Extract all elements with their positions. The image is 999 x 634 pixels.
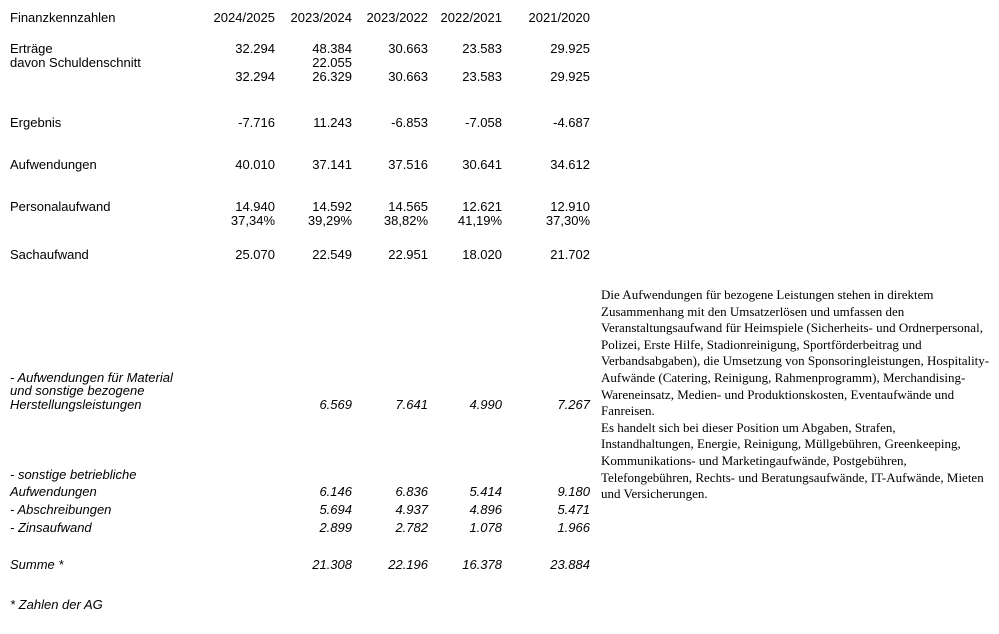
cell-value: 34.612 bbox=[550, 157, 590, 172]
cell-value: 30.641 bbox=[462, 157, 502, 172]
table-row-sonstige-values bbox=[10, 485, 590, 499]
cell-value: 23.583 bbox=[462, 41, 502, 56]
cell-value bbox=[502, 56, 590, 70]
table-row-schuldenschnitt bbox=[10, 56, 590, 70]
row-label: - Aufwendungen für Material bbox=[10, 370, 173, 385]
table-row-zinsaufwand bbox=[10, 521, 590, 535]
cell-value bbox=[428, 56, 502, 70]
row-label: Herstellungsleistungen bbox=[10, 397, 142, 412]
row-label: und sonstige bezogene bbox=[10, 383, 145, 398]
cell-value: 4.937 bbox=[395, 502, 428, 517]
cell-value: 26.329 bbox=[312, 69, 352, 84]
cell-value: 30.663 bbox=[388, 69, 428, 84]
cell-value: 32.294 bbox=[235, 41, 275, 56]
cell-value: 5.694 bbox=[319, 502, 352, 517]
row-label: Summe * bbox=[10, 557, 64, 572]
cell-value: 4.896 bbox=[469, 502, 502, 517]
note-paragraph-position: Es handelt sich bei dieser Position um Abgaben, Strafen, Instandhaltungen, Energie, Reinigung, Müllgebühren, Greenkeeping, Kommunikations- und Marketingaufwände, Postgebühren, Telefongebühren, Rechts- und Beratungsaufwände, IT-Aufwände, Mieten und Versicherungen. bbox=[601, 419, 984, 502]
column-header-2024-2025: 2024/2025 bbox=[213, 10, 275, 25]
table-title: Finanzkennzahlen bbox=[10, 10, 116, 25]
row-label: - Abschreibungen bbox=[10, 502, 112, 517]
row-label bbox=[10, 214, 190, 228]
table-row-material-line2 bbox=[10, 384, 190, 398]
cell-value: 29.925 bbox=[550, 69, 590, 84]
cell-value: 9.180 bbox=[557, 484, 590, 499]
cell-value: -7.716 bbox=[238, 115, 275, 130]
cell-value: 22.196 bbox=[388, 557, 428, 572]
cell-value: 32.294 bbox=[235, 69, 275, 84]
cell-value: 38,82% bbox=[383, 213, 428, 228]
note-paragraph-leistungen: Die Aufwendungen für bezogene Leistungen stehen in direktem Zusammenhang mit den Umsatzerlösen und umfassen den Veranstaltungsaufwand für Heimspiele (Sicherheits- und Ordnerpersonal, Polizei, Erste Hilfe, Stadionreinigung, Sportförderbeitrag und Verbandsabgaben), die Umsetzung von Sponsoringleistungen, Hospitality-Aufwände (Catering, Reinigung, Rahmenprogramm), Merchandising-Wareneinsatz, Medien- und Produktionskosten, Eventaufwände und Fanreisen. bbox=[601, 287, 990, 419]
cell-value: 1.966 bbox=[557, 520, 590, 535]
cell-value: 6.569 bbox=[319, 397, 352, 412]
cell-value: 5.471 bbox=[557, 502, 590, 517]
cell-value: 5.414 bbox=[469, 484, 502, 499]
table-row-sonstige-line1 bbox=[10, 468, 190, 482]
cell-value: 37,34% bbox=[230, 213, 275, 228]
cell-value: 14.940 bbox=[235, 199, 275, 214]
cell-value: 25.070 bbox=[235, 247, 275, 262]
cell-value: 1.078 bbox=[469, 520, 502, 535]
cell-value: 11.243 bbox=[313, 115, 352, 130]
cell-value bbox=[190, 521, 275, 535]
cell-value: 22.549 bbox=[312, 247, 352, 262]
table-footnote bbox=[10, 598, 190, 612]
cell-value: 4.990 bbox=[469, 397, 502, 412]
cell-value: 7.267 bbox=[557, 397, 590, 412]
cell-value: 41,19% bbox=[457, 213, 502, 228]
table-row-summe bbox=[10, 558, 590, 572]
cell-value: 22.951 bbox=[388, 247, 428, 262]
column-header-2022-2021: 2022/2021 bbox=[440, 10, 502, 25]
row-label bbox=[10, 70, 190, 84]
column-header-2021-2020: 2021/2020 bbox=[528, 10, 590, 25]
table-row-aufwendungen bbox=[10, 158, 590, 172]
cell-value: 7.641 bbox=[395, 397, 428, 412]
cell-value: 37.141 bbox=[312, 157, 352, 172]
row-label: Erträge bbox=[10, 41, 53, 56]
row-label: davon Schuldenschnitt bbox=[10, 55, 141, 70]
cell-value: 37.516 bbox=[388, 157, 428, 172]
row-label: Aufwendungen bbox=[10, 157, 97, 172]
row-label: - Zinsaufwand bbox=[10, 520, 92, 535]
table-header-row bbox=[10, 11, 590, 25]
cell-value: 23.884 bbox=[550, 557, 590, 572]
cell-value: 22.055 bbox=[312, 55, 352, 70]
row-label: Personalaufwand bbox=[10, 199, 111, 214]
table-row-material-values bbox=[10, 398, 590, 412]
cell-value bbox=[190, 503, 275, 517]
cell-value: 37,30% bbox=[545, 213, 590, 228]
cell-value: 30.663 bbox=[388, 41, 428, 56]
cell-value: 2.782 bbox=[395, 520, 428, 535]
footnote-text: * Zahlen der AG bbox=[10, 597, 103, 612]
column-header-2023-2022: 2023/2022 bbox=[366, 10, 428, 25]
cell-value bbox=[352, 56, 428, 70]
cell-value bbox=[190, 56, 275, 70]
cell-value: 12.621 bbox=[462, 199, 502, 214]
explanatory-note bbox=[601, 287, 991, 503]
cell-value: 48.384 bbox=[312, 41, 352, 56]
cell-value: 14.592 bbox=[312, 199, 352, 214]
column-header-2023-2024: 2023/2024 bbox=[290, 10, 352, 25]
cell-value: 40.010 bbox=[235, 157, 275, 172]
row-label: Aufwendungen bbox=[10, 484, 97, 499]
cell-value: 18.020 bbox=[462, 247, 502, 262]
cell-value: 16.378 bbox=[462, 557, 502, 572]
cell-value: 21.308 bbox=[312, 557, 352, 572]
table-row-abschreibungen bbox=[10, 503, 590, 517]
row-label: - sonstige betriebliche bbox=[10, 467, 137, 482]
cell-value: 12.910 bbox=[550, 199, 590, 214]
row-label: Sachaufwand bbox=[10, 247, 89, 262]
table-row-personalaufwand bbox=[10, 200, 590, 214]
cell-value: 6.146 bbox=[319, 484, 352, 499]
cell-value: 2.899 bbox=[319, 520, 352, 535]
cell-value: -4.687 bbox=[553, 115, 590, 130]
cell-value: 23.583 bbox=[462, 69, 502, 84]
cell-value: -6.853 bbox=[391, 115, 428, 130]
cell-value: 29.925 bbox=[550, 41, 590, 56]
cell-value bbox=[190, 485, 275, 499]
table-row-personalquote bbox=[10, 214, 590, 228]
table-row-ertraege bbox=[10, 42, 590, 56]
table-row-sachaufwand bbox=[10, 248, 590, 262]
cell-value: 14.565 bbox=[388, 199, 428, 214]
table-row-ertraege-summe bbox=[10, 70, 590, 84]
cell-value: 6.836 bbox=[395, 484, 428, 499]
row-label: Ergebnis bbox=[10, 115, 62, 130]
table-row-ergebnis bbox=[10, 116, 590, 130]
cell-value: 21.702 bbox=[550, 247, 590, 262]
cell-value: 39,29% bbox=[307, 213, 352, 228]
cell-value bbox=[190, 558, 275, 572]
cell-value bbox=[190, 398, 275, 412]
cell-value: -7.058 bbox=[465, 115, 502, 130]
